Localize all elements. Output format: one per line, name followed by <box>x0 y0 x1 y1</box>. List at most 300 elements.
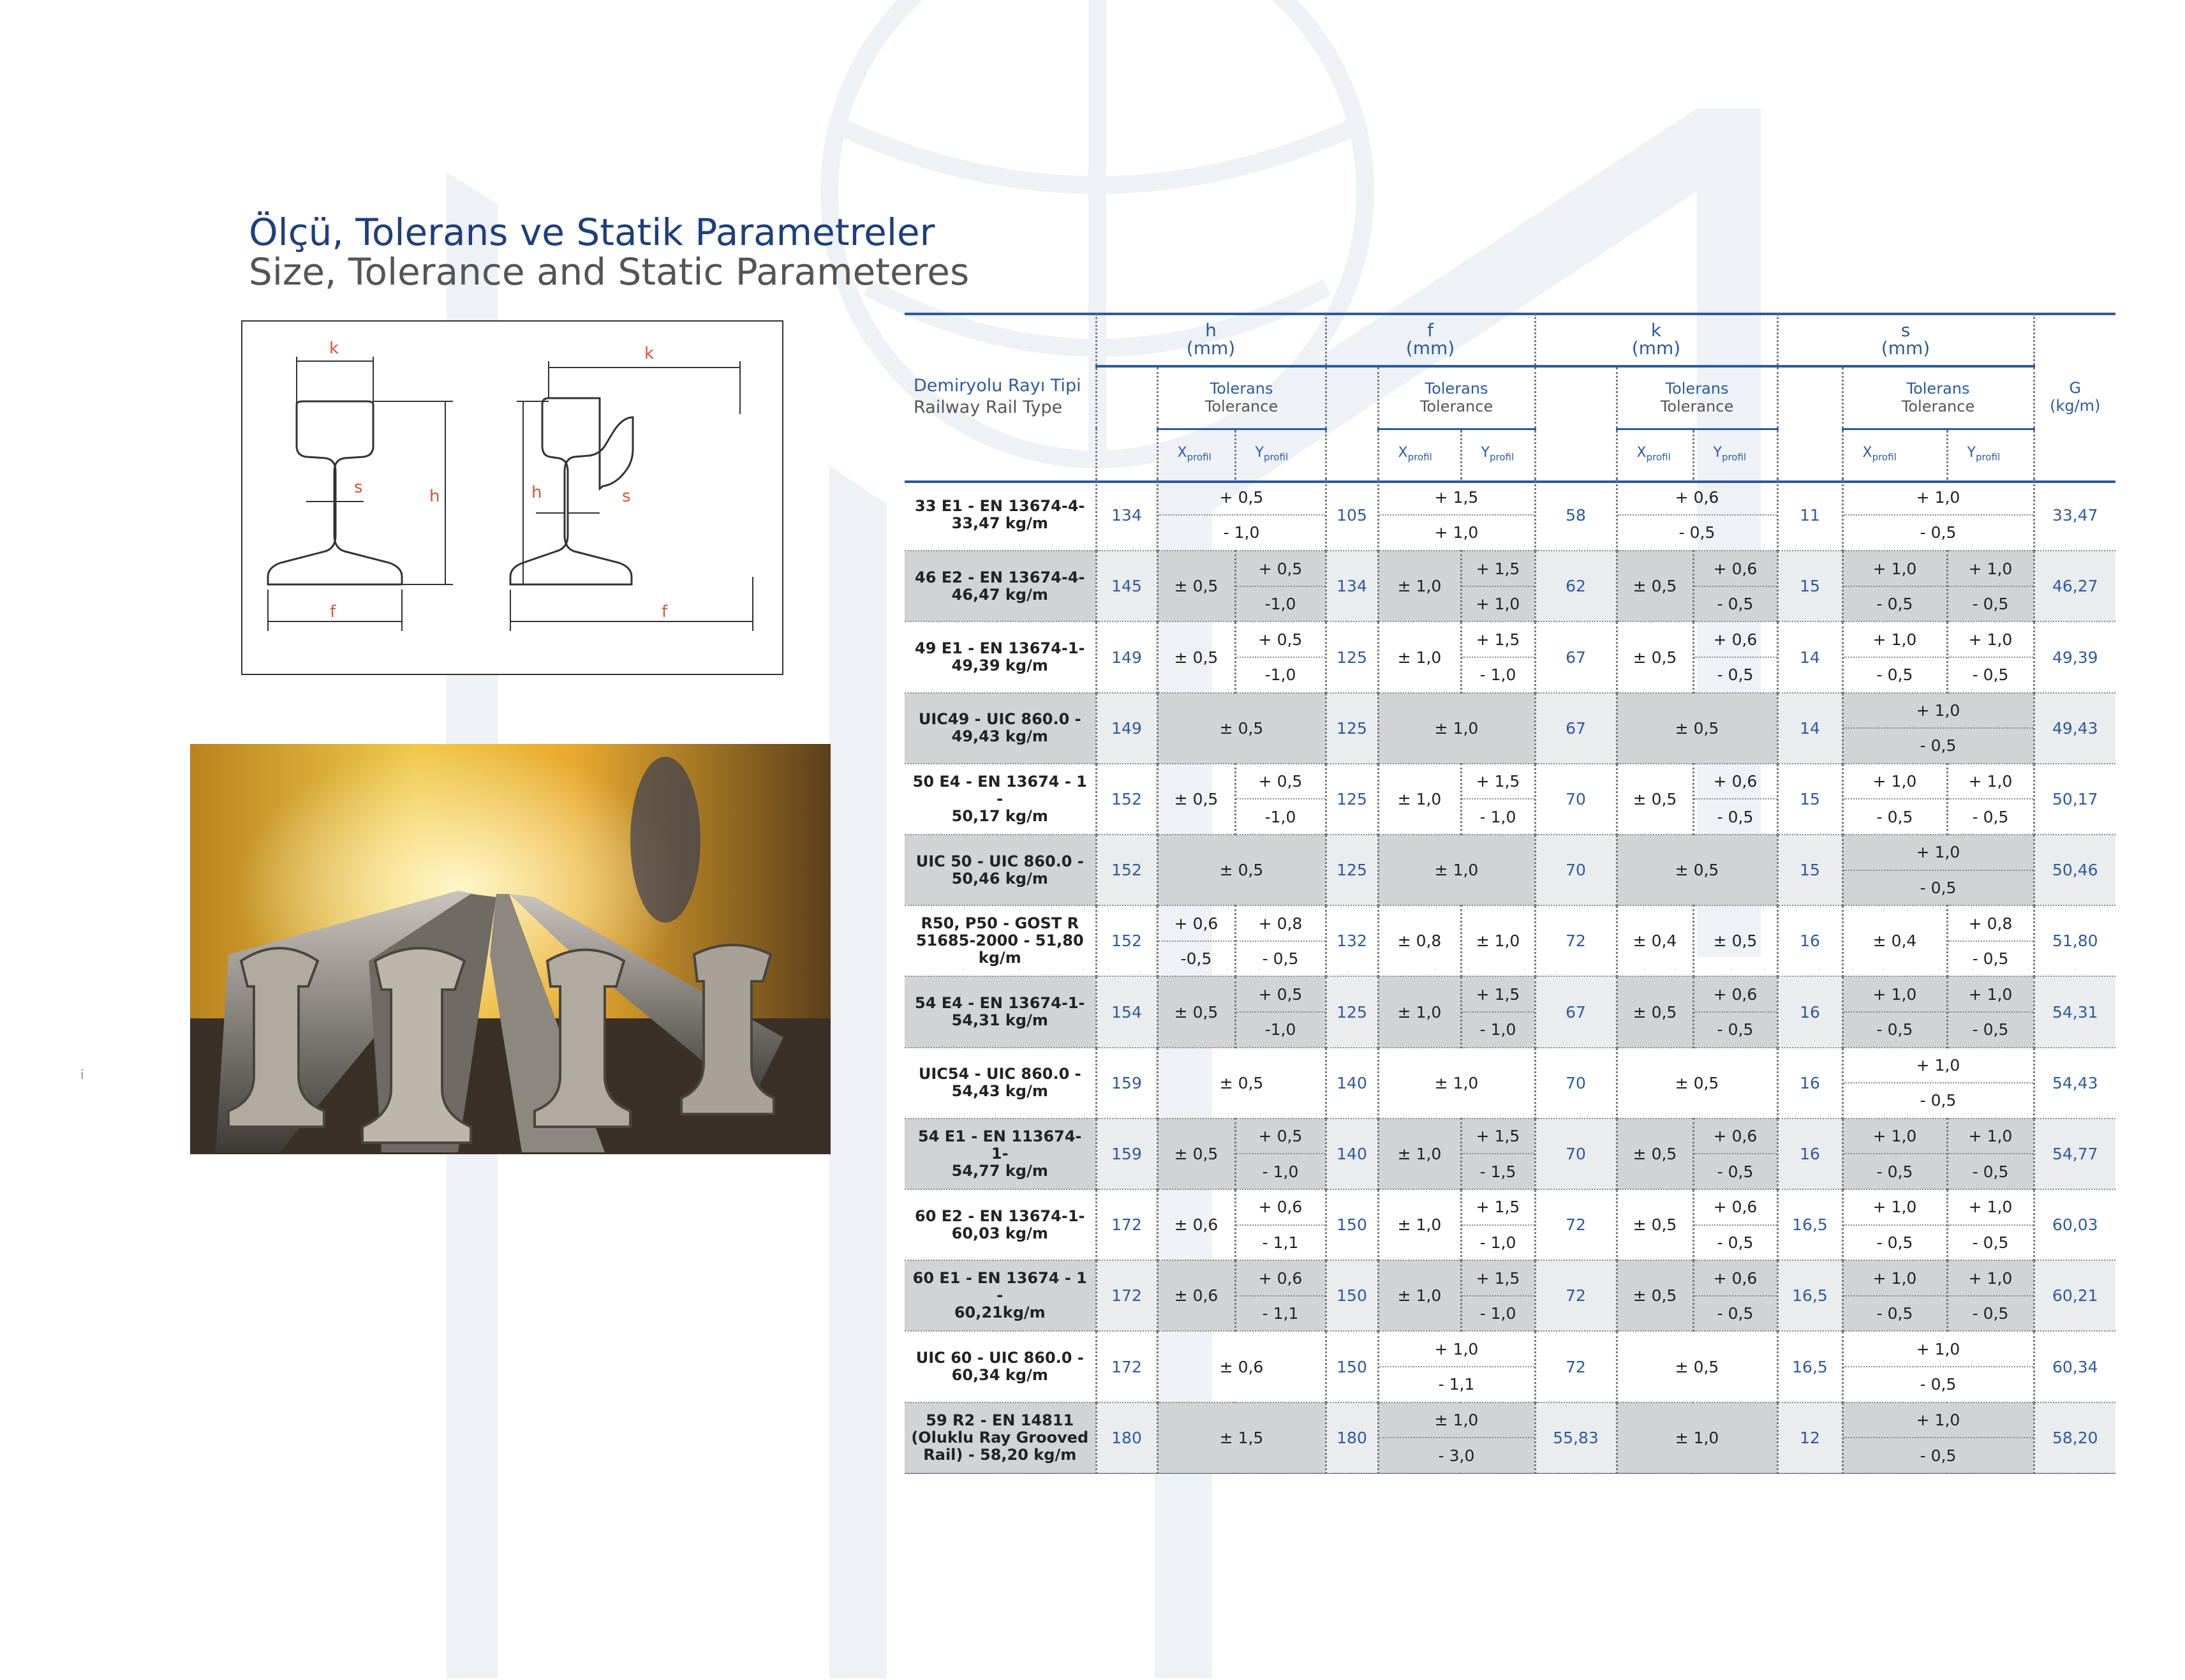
rail-type-name-line: 50,46 kg/m <box>951 869 1048 888</box>
rail-type-name-line: (Oluklu Ray Grooved <box>911 1428 1089 1446</box>
s-tolerance-stack-top: + 1,0 <box>1844 694 2033 729</box>
y-letter: Y <box>1967 444 1976 461</box>
s-x-tolerance-stack-top: + 1,0 <box>1844 551 1946 587</box>
rail-type-name <box>905 1331 1096 1402</box>
s-y-tolerance-stack <box>1948 1119 2033 1189</box>
diagram-label-h-right: h <box>531 483 542 502</box>
f-tolerance-stack-bottom: - 1,1 <box>1438 1375 1475 1394</box>
f-tolerance-header <box>1378 366 1535 429</box>
tolerance-tr: Tolerans <box>1906 380 1970 398</box>
x-letter: X <box>1862 444 1872 461</box>
k-y-tolerance-stack-bottom: - 0,5 <box>1717 1304 1754 1323</box>
f-tolerance-stack-top: ± 1,0 <box>1379 1403 1534 1439</box>
rail-type-name-line: UIC54 - UIC 860.0 - <box>918 1065 1081 1083</box>
tolerance-en: Tolerance <box>1419 398 1493 416</box>
page-title-english: Size, Tolerance and Static Parameteres <box>249 250 970 294</box>
k-nominal-value: 72 <box>1535 1189 1617 1260</box>
h-y-tolerance-stack <box>1236 551 1325 621</box>
s-nominal-value: 15 <box>1777 764 1842 835</box>
rail-type-name <box>905 480 1096 551</box>
h-y-profil <box>1235 429 1326 480</box>
s-y-tolerance-stack <box>1948 551 2033 621</box>
h-y-tolerance-stack <box>1236 623 1325 692</box>
f-y-tolerance <box>1461 976 1535 1047</box>
k-y-tolerance-stack-top: + 0,6 <box>1694 1261 1777 1297</box>
s-x-tolerance-stack-bottom: - 0,5 <box>1876 1233 1913 1252</box>
h-tolerance-value: ± 0,5 <box>1157 835 1326 905</box>
page-title-turkish: Ölçü, Tolerans ve Statik Parametreler <box>249 211 935 254</box>
s-nominal-value: 16 <box>1777 976 1842 1047</box>
k-y-tolerance-stack-bottom: - 0,5 <box>1717 665 1754 685</box>
s-y-tolerance-stack-bottom: - 0,5 <box>1972 665 2009 685</box>
k-y-tolerance-stack-top: + 0,6 <box>1694 1190 1777 1226</box>
h-y-tolerance-stack-top: + 0,5 <box>1236 1119 1325 1155</box>
s-x-tolerance-stack <box>1844 764 1946 834</box>
s-group-header <box>1777 314 2034 366</box>
f-tolerance-value <box>1378 480 1535 551</box>
h-y-tolerance <box>1235 1119 1326 1189</box>
s-tolerance-stack <box>1844 694 2033 763</box>
h-y-tolerance <box>1235 976 1326 1047</box>
h-y-tolerance-stack <box>1236 1119 1325 1189</box>
k-y-tolerance <box>1693 551 1777 621</box>
f-nominal-value: 125 <box>1326 621 1378 692</box>
s-x-tolerance-stack <box>1844 1119 1946 1189</box>
s-x-tolerance <box>1842 621 1947 692</box>
f-tolerance-stack-top: + 1,5 <box>1379 480 1534 516</box>
s-y-tolerance-stack-top: + 1,0 <box>1948 623 2033 658</box>
s-tolerance-stack-bottom: - 0,5 <box>1920 1091 1957 1110</box>
diagram-label-s-left: s <box>354 478 363 497</box>
s-y-tolerance-stack-top: + 1,0 <box>1948 764 2033 800</box>
table-row <box>905 551 2115 621</box>
h-x-tolerance: ± 0,5 <box>1157 976 1235 1047</box>
h-nominal-value: 159 <box>1096 1048 1157 1119</box>
f-tolerance-stack <box>1379 480 1534 550</box>
weight-value: 49,43 <box>2034 693 2115 764</box>
s-nominal-value: 16,5 <box>1777 1189 1842 1260</box>
h-x-tolerance: ± 0,5 <box>1157 621 1235 692</box>
k-y-tolerance <box>1693 621 1777 692</box>
k-nominal-value: 67 <box>1535 693 1617 764</box>
s-y-tolerance <box>1947 1189 2034 1260</box>
rail-type-name <box>905 1402 1096 1473</box>
k-x-tolerance: ± 0,5 <box>1617 764 1693 835</box>
f-y-tolerance-stack <box>1462 1190 1534 1260</box>
rail-spec-table <box>905 314 2115 1474</box>
x-letter: X <box>1398 444 1408 461</box>
table-row <box>905 1402 2115 1473</box>
s-nominal-value: 15 <box>1777 551 1842 621</box>
rail-type-name-line: UIC 60 - UIC 860.0 - <box>915 1349 1084 1367</box>
k-tolerance-value: ± 0,5 <box>1617 1331 1777 1402</box>
h-nominal-value: 152 <box>1096 835 1157 905</box>
f-x-profil <box>1378 429 1461 480</box>
x-letter: X <box>1636 444 1647 461</box>
s-tolerance-value <box>1842 1402 2034 1473</box>
profil-sub: profil <box>1872 450 1897 463</box>
s-unit: (mm) <box>1881 338 1930 359</box>
k-tolerance-stack-bottom: - 0,5 <box>1678 523 1715 542</box>
k-y-tolerance-stack <box>1694 1119 1777 1189</box>
s-y-tolerance-stack-bottom: - 0,5 <box>1972 1233 2009 1252</box>
rail-type-name-line: 51685-2000 - 51,80 <box>915 932 1084 950</box>
s-y-tolerance-stack <box>1948 623 2033 692</box>
s-tolerance-stack-bottom: - 0,5 <box>1920 1446 1957 1465</box>
h-nominal-value: 180 <box>1096 1402 1157 1473</box>
h-symbol: h <box>1205 320 1217 341</box>
h-y-tolerance-stack-top: + 0,6 <box>1236 1261 1325 1297</box>
h-y-tolerance-stack <box>1236 978 1325 1047</box>
s-tolerance-stack <box>1844 480 2033 550</box>
k-y-tolerance <box>1693 1189 1777 1260</box>
s-tolerance-value <box>1842 1331 2034 1402</box>
k-y-profil <box>1693 429 1777 480</box>
h-nominal-value: 134 <box>1096 480 1157 551</box>
f-x-tolerance: ± 1,0 <box>1378 1260 1461 1331</box>
rail-type-name-line: 60,21kg/m <box>954 1304 1046 1322</box>
table-row <box>905 621 2115 692</box>
h-tolerance-value <box>1157 480 1326 551</box>
s-nominal-value: 11 <box>1777 480 1842 551</box>
profil-sub: profil <box>1721 450 1747 463</box>
f-tolerance-value: ± 1,0 <box>1378 835 1535 905</box>
rail-type-name <box>905 1260 1096 1331</box>
f-x-tolerance: ± 1,0 <box>1378 551 1461 621</box>
rail-type-name-line: UIC 50 - UIC 860.0 - <box>915 852 1084 870</box>
y-letter: Y <box>1481 444 1490 461</box>
rail-type-name-line: 54,77 kg/m <box>951 1161 1048 1180</box>
s-x-tolerance-stack-top: + 1,0 <box>1844 623 1946 658</box>
s-x-tolerance-stack-bottom: - 0,5 <box>1876 1162 1913 1181</box>
s-x-tolerance-stack-bottom: - 0,5 <box>1876 1304 1913 1323</box>
f-tolerance-stack-bottom: + 1,0 <box>1434 523 1479 542</box>
h-nominal-value: 172 <box>1096 1189 1157 1260</box>
k-unit: (mm) <box>1631 338 1681 359</box>
h-y-tolerance-stack-bottom: - 1,1 <box>1262 1233 1299 1252</box>
rail-type-name-line: 49 E1 - EN 13674-1- <box>915 639 1085 657</box>
h-x-tolerance: ± 0,5 <box>1157 764 1235 835</box>
f-nominal-value: 150 <box>1326 1189 1378 1260</box>
k-y-tolerance <box>1693 976 1777 1047</box>
rail-type-name-line: kg/m <box>978 949 1021 967</box>
stray-mark: i <box>80 1067 84 1082</box>
h-y-tolerance-stack-bottom: - 1,1 <box>1262 1304 1299 1323</box>
f-tolerance-stack <box>1379 1403 1534 1473</box>
f-y-tolerance-stack <box>1462 623 1534 692</box>
s-y-tolerance <box>1947 1119 2034 1189</box>
diagram-label-k-right: k <box>644 344 655 363</box>
rail-type-name-line: UIC49 - UIC 860.0 - <box>918 710 1081 729</box>
s-y-tolerance-stack-bottom: - 0,5 <box>1972 1162 2009 1181</box>
f-symbol: f <box>1427 320 1433 341</box>
f-tolerance-value <box>1378 1331 1535 1402</box>
s-tolerance-stack-bottom: - 0,5 <box>1920 523 1957 542</box>
s-x-tolerance <box>1842 1189 1947 1260</box>
s-tolerance-value <box>1842 1048 2034 1119</box>
k-nominal-value: 70 <box>1535 1119 1617 1189</box>
tolerance-en: Tolerance <box>1660 398 1734 416</box>
weight-value: 50,17 <box>2034 764 2115 835</box>
f-y-tolerance <box>1461 764 1535 835</box>
rail-spec-table-body <box>905 480 2115 1473</box>
rail-type-name-line: 33 E1 - EN 13674-4- <box>915 497 1085 516</box>
h-nominal-value: 145 <box>1096 551 1157 621</box>
h-y-tolerance <box>1235 764 1326 835</box>
tolerance-tr: Tolerans <box>1665 380 1729 398</box>
f-y-profil <box>1461 429 1535 480</box>
f-y-tolerance-stack <box>1462 1119 1534 1189</box>
y-letter: Y <box>1255 444 1264 461</box>
weight-value: 54,31 <box>2034 976 2115 1047</box>
f-x-tolerance: ± 1,0 <box>1378 976 1461 1047</box>
s-tolerance-value <box>1842 693 2034 764</box>
weight-value: 54,43 <box>2034 1048 2115 1119</box>
f-x-tolerance: ± 1,0 <box>1378 764 1461 835</box>
diagram-label-k-left: k <box>329 339 339 358</box>
k-tolerance-value: ± 1,0 <box>1617 1402 1777 1473</box>
k-y-tolerance-stack <box>1694 978 1777 1047</box>
s-y-tolerance-stack-bottom: - 0,5 <box>1972 595 2009 614</box>
s-nominal-value: 14 <box>1777 693 1842 764</box>
f-y-tolerance-stack-bottom: - 1,0 <box>1479 1233 1516 1252</box>
k-nominal-value: 72 <box>1535 1331 1617 1402</box>
k-nominal-value: 67 <box>1535 621 1617 692</box>
rail-type-name-line: R50, P50 - GOST R <box>921 914 1079 933</box>
f-y-tolerance-stack-top: + 1,5 <box>1462 978 1534 1013</box>
k-x-tolerance: ± 0,4 <box>1617 905 1693 976</box>
s-y-tolerance <box>1947 905 2034 976</box>
k-y-tolerance <box>1693 764 1777 835</box>
s-y-tolerance-stack-top: + 0,8 <box>1948 906 2033 942</box>
h-y-tolerance-stack-top: + 0,8 <box>1236 906 1325 942</box>
s-y-tolerance-stack <box>1948 1261 2033 1330</box>
s-tolerance-value <box>1842 835 2034 905</box>
rail-type-name <box>905 905 1096 976</box>
f-y-tolerance-stack-bottom: + 1,0 <box>1476 595 1520 614</box>
f-y-tolerance-stack-top: + 1,5 <box>1462 1261 1534 1297</box>
weight-value: 49,39 <box>2034 621 2115 692</box>
s-x-tolerance: ± 0,4 <box>1842 905 1947 976</box>
h-x-tolerance <box>1157 905 1235 976</box>
k-y-tolerance-stack <box>1694 623 1777 692</box>
k-nominal-value: 70 <box>1535 1048 1617 1119</box>
profil-sub: profil <box>1263 450 1289 463</box>
h-nominal-value: 159 <box>1096 1119 1157 1189</box>
h-nominal-spacer <box>1096 366 1157 480</box>
rail-type-header-en: Railway Rail Type <box>914 398 1063 417</box>
k-y-tolerance <box>1693 1260 1777 1331</box>
g-header <box>2034 314 2115 480</box>
table-row <box>905 905 2115 976</box>
header-row-groups <box>905 314 2115 366</box>
f-y-tolerance <box>1461 551 1535 621</box>
k-y-tolerance-stack-top: + 0,6 <box>1694 764 1777 800</box>
f-y-tolerance-stack-top: + 1,5 <box>1462 623 1534 658</box>
h-tolerance-stack-top: + 0,5 <box>1159 480 1325 516</box>
k-nominal-spacer <box>1535 366 1617 480</box>
h-unit: (mm) <box>1186 338 1236 359</box>
s-y-tolerance <box>1947 621 2034 692</box>
rail-type-name <box>905 835 1096 905</box>
s-x-tolerance-stack-top: + 1,0 <box>1844 764 1946 800</box>
s-y-tolerance-stack-bottom: - 0,5 <box>1972 1304 2009 1323</box>
h-y-tolerance-stack-top: + 0,5 <box>1236 978 1325 1013</box>
weight-value: 46,27 <box>2034 551 2115 621</box>
f-nominal-value: 132 <box>1326 905 1378 976</box>
s-x-tolerance-stack-bottom: - 0,5 <box>1876 665 1913 685</box>
h-y-tolerance <box>1235 1260 1326 1331</box>
rail-type-name-line: 60,34 kg/m <box>951 1366 1048 1385</box>
f-y-tolerance-stack <box>1462 1261 1534 1330</box>
s-y-profil <box>1947 429 2034 480</box>
f-y-tolerance-stack-bottom: - 1,0 <box>1479 1020 1516 1039</box>
tolerance-tr: Tolerans <box>1425 380 1488 398</box>
s-x-tolerance <box>1842 551 1947 621</box>
f-x-tolerance: ± 1,0 <box>1378 1189 1461 1260</box>
s-tolerance-stack <box>1844 1403 2033 1473</box>
h-tolerance-value: ± 0,6 <box>1157 1331 1326 1402</box>
rail-type-name <box>905 551 1096 621</box>
s-y-tolerance-stack-top: + 1,0 <box>1948 551 2033 587</box>
h-y-tolerance-stack-bottom: -1,0 <box>1264 595 1296 614</box>
s-x-tolerance-stack-bottom: - 0,5 <box>1876 1020 1913 1039</box>
h-tolerance-header <box>1157 366 1326 429</box>
f-y-tolerance-stack <box>1462 978 1534 1047</box>
k-x-profil <box>1617 429 1693 480</box>
h-y-tolerance-stack-bottom: - 0,5 <box>1262 949 1299 969</box>
table-row <box>905 693 2115 764</box>
k-nominal-value: 70 <box>1535 835 1617 905</box>
s-tolerance-stack-top: + 1,0 <box>1844 480 2033 516</box>
k-y-tolerance-stack-top: + 0,6 <box>1694 551 1777 587</box>
f-nominal-value: 125 <box>1326 693 1378 764</box>
k-y-tolerance-stack-bottom: - 0,5 <box>1717 807 1754 826</box>
k-y-tolerance-stack <box>1694 764 1777 834</box>
h-nominal-value: 172 <box>1096 1260 1157 1331</box>
h-y-tolerance-stack-bottom: -1,0 <box>1264 665 1296 685</box>
profil-sub: profil <box>1407 450 1432 463</box>
s-y-tolerance-stack-top: + 1,0 <box>1948 978 2033 1013</box>
table-row <box>905 835 2115 905</box>
k-y-tolerance: ± 0,5 <box>1693 905 1777 976</box>
rail-type-name-line: 33,47 kg/m <box>951 514 1048 533</box>
k-x-tolerance: ± 0,5 <box>1617 621 1693 692</box>
f-y-tolerance <box>1461 1189 1535 1260</box>
f-y-tolerance: ± 1,0 <box>1461 905 1535 976</box>
h-nominal-value: 149 <box>1096 621 1157 692</box>
f-nominal-spacer <box>1326 366 1378 480</box>
s-x-tolerance-stack <box>1844 1190 1946 1260</box>
h-y-tolerance-stack-top: + 0,5 <box>1236 764 1325 800</box>
s-nominal-value: 16 <box>1777 1119 1842 1189</box>
h-tolerance-value: ± 0,5 <box>1157 1048 1326 1119</box>
rail-type-name-line: 46 E2 - EN 13674-4- <box>915 568 1085 586</box>
k-tolerance-stack-top: + 0,6 <box>1618 480 1777 516</box>
h-y-tolerance <box>1235 905 1326 976</box>
k-y-tolerance-stack-bottom: - 0,5 <box>1717 1233 1754 1252</box>
diagram-label-s-right: s <box>622 487 631 506</box>
weight-value: 33,47 <box>2034 480 2115 551</box>
rail-type-name <box>905 1048 1096 1119</box>
k-nominal-value: 55,83 <box>1535 1402 1617 1473</box>
s-nominal-value: 16 <box>1777 905 1842 976</box>
h-x-profil <box>1157 429 1235 480</box>
y-letter: Y <box>1713 444 1722 461</box>
s-x-tolerance-stack-bottom: - 0,5 <box>1876 595 1913 614</box>
weight-value: 60,34 <box>2034 1331 2115 1402</box>
s-y-tolerance-stack-top: + 1,0 <box>1948 1261 2033 1297</box>
s-x-tolerance-stack <box>1844 551 1946 621</box>
h-tolerance-value: ± 1,5 <box>1157 1402 1326 1473</box>
h-x-tolerance-stack-top: + 0,6 <box>1159 906 1234 942</box>
s-x-tolerance-stack <box>1844 623 1946 692</box>
s-nominal-value: 16,5 <box>1777 1331 1842 1402</box>
f-tolerance-stack <box>1379 1332 1534 1402</box>
tolerance-en: Tolerance <box>1204 398 1278 416</box>
h-y-tolerance <box>1235 1189 1326 1260</box>
rail-type-name <box>905 1189 1096 1260</box>
f-y-tolerance-stack-bottom: - 1,5 <box>1479 1162 1516 1181</box>
s-x-tolerance-stack-bottom: - 0,5 <box>1876 807 1913 826</box>
rail-type-header-tr: Demiryolu Rayı Tipi <box>914 376 1081 396</box>
f-nominal-value: 125 <box>1326 976 1378 1047</box>
s-y-tolerance-stack-top: + 1,0 <box>1948 1190 2033 1226</box>
table-row <box>905 1119 2115 1189</box>
k-y-tolerance-stack <box>1694 1190 1777 1260</box>
h-y-tolerance-stack <box>1236 1261 1325 1330</box>
s-nominal-spacer <box>1777 366 1842 480</box>
k-tolerance-stack <box>1618 480 1777 550</box>
k-tolerance-header <box>1617 366 1777 429</box>
s-tolerance-header <box>1842 366 2034 429</box>
rail-type-name <box>905 621 1096 692</box>
s-x-tolerance <box>1842 1119 1947 1189</box>
table-row <box>905 764 2115 835</box>
h-nominal-value: 149 <box>1096 693 1157 764</box>
f-y-tolerance-stack <box>1462 551 1534 621</box>
s-x-tolerance <box>1842 764 1947 835</box>
k-nominal-value: 72 <box>1535 1260 1617 1331</box>
rail-type-name-line: 46,47 kg/m <box>951 585 1048 604</box>
rail-type-name-line: 54 E4 - EN 13674-1- <box>915 994 1085 1013</box>
k-y-tolerance-stack <box>1694 551 1777 621</box>
weight-value: 50,46 <box>2034 835 2115 905</box>
s-tolerance-stack <box>1844 1332 2033 1402</box>
s-tolerance-stack-top: + 1,0 <box>1844 1403 2033 1439</box>
s-y-tolerance-stack <box>1948 1190 2033 1260</box>
f-y-tolerance-stack <box>1462 764 1534 834</box>
s-tolerance-stack-top: + 1,0 <box>1844 1048 2033 1084</box>
s-tolerance-stack-top: + 1,0 <box>1844 835 2033 871</box>
weight-value: 54,77 <box>2034 1119 2115 1189</box>
h-y-tolerance-stack <box>1236 1190 1325 1260</box>
rail-type-name-line: 54 E1 - EN 113674-1- <box>917 1127 1082 1163</box>
rail-type-name-line: 49,39 kg/m <box>951 657 1048 674</box>
k-y-tolerance-stack-bottom: - 0,5 <box>1717 1162 1754 1181</box>
profil-sub: profil <box>1646 450 1671 463</box>
s-x-tolerance-stack <box>1844 978 1946 1047</box>
f-y-tolerance-stack-bottom: - 1,0 <box>1479 1304 1516 1323</box>
s-y-tolerance-stack <box>1948 764 2033 834</box>
rail-type-name-line: 54,43 kg/m <box>951 1082 1048 1101</box>
s-tolerance-stack-bottom: - 0,5 <box>1920 736 1957 755</box>
h-y-tolerance-stack <box>1236 764 1325 834</box>
f-group-header <box>1326 314 1535 366</box>
rail-type-name <box>905 764 1096 835</box>
k-y-tolerance-stack-top: + 0,6 <box>1694 623 1777 658</box>
s-tolerance-stack-bottom: - 0,5 <box>1920 1375 1957 1394</box>
